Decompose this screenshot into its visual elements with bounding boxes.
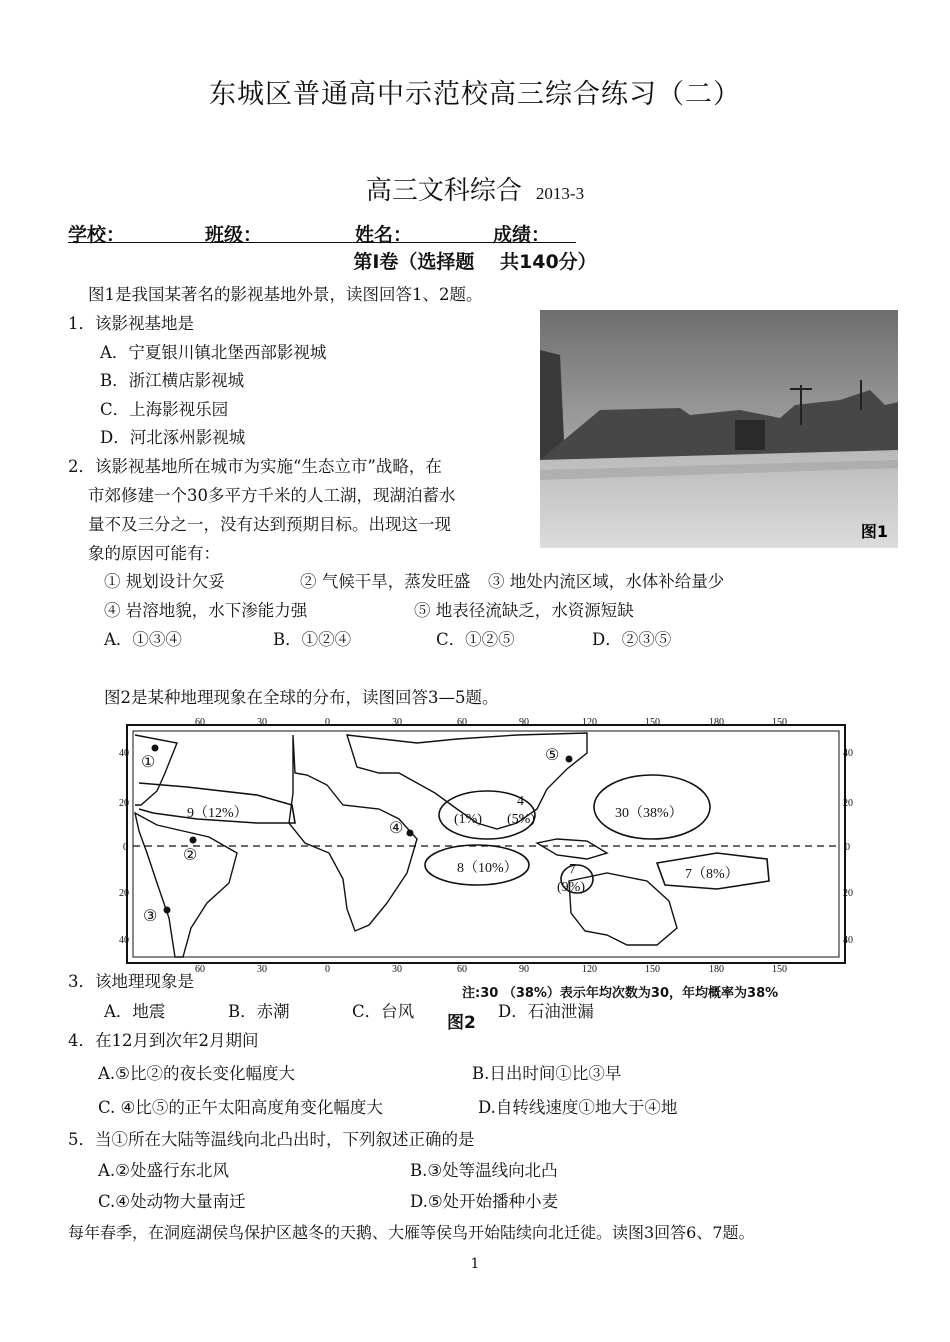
page-number: 1 [470, 1256, 480, 1272]
zone-label: (9%) [557, 880, 585, 895]
tick-bottom: 30 [392, 964, 402, 975]
school-label: 学校： [68, 224, 126, 246]
australia-outline [569, 873, 677, 945]
intro-figure3: 每年春季，在洞庭湖侯鸟保护区越冬的天鹅、大雁等侯鸟开始陆续向北迁徙。读图3回答6、7题。 [68, 1223, 755, 1242]
score-label: 成绩： [493, 224, 551, 246]
tick-bottom: 60 [195, 964, 205, 975]
marker-label-2: ② [183, 847, 198, 864]
tick-top: 0 [325, 717, 330, 728]
q3-stem: 3．该地理现象是 [68, 972, 194, 991]
tick-bottom: 150 [645, 964, 660, 975]
q2-option-a: A．①③④ [104, 630, 182, 649]
tick-left: 0 [123, 842, 128, 853]
south-america-outline [135, 813, 237, 957]
q3-option-d: D．石油泄漏 [498, 1002, 594, 1021]
q5-option-b: B.③处等温线向北凸 [410, 1161, 558, 1180]
q2-stem-line3: 量不及三分之一，没有达到预期目标。出现这一现 [88, 515, 451, 534]
zone-label: (5%) [507, 812, 535, 827]
q2-reason-4: ④ 岩溶地貌，水下渗能力强 [104, 601, 308, 620]
q2-option-d: D．②③⑤ [592, 630, 672, 649]
marker-label-5: ⑤ [545, 747, 560, 764]
zone-label: 30（38%） [615, 806, 683, 821]
zone-label: 8（10%） [457, 861, 518, 876]
class-label: 班级： [205, 224, 263, 246]
q1-option-d: D．河北涿州影视城 [100, 428, 246, 447]
figure2-map [117, 713, 857, 975]
tick-top: 150 [645, 717, 660, 728]
tick-top: 60 [195, 717, 205, 728]
tick-bottom: 180 [709, 964, 724, 975]
q2-stem-line2: 市郊修建一个30多平方千米的人工湖，现湖泊蓄水 [88, 486, 456, 505]
exam-date: 2013-3 [535, 184, 585, 203]
q5-option-c: C.④处动物大量南迁 [98, 1192, 246, 1211]
name-label: 姓名： [355, 224, 413, 246]
q1-option-b: B．浙江横店影视城 [100, 371, 245, 390]
zone-label: 4 [517, 794, 524, 809]
zone-outlines [139, 775, 769, 893]
page-title: 东城区普通高中示范校高三综合练习（二） [209, 79, 741, 110]
q2-stem-line1: 2．该影视基地所在城市为实施“生态立市”战略，在 [68, 457, 442, 476]
tick-bottom: 60 [457, 964, 467, 975]
zone-label: 9（12%） [187, 806, 248, 821]
q2-reason-2: ② 气候干旱，蒸发旺盛 [300, 572, 471, 591]
subject-title: 高三文科综合 [365, 176, 522, 206]
marker-label-3: ③ [143, 908, 158, 925]
tick-top: 30 [257, 717, 267, 728]
q3-option-c: C．台风 [352, 1002, 415, 1021]
zone-label: 7 [569, 862, 576, 877]
q2-reason-1: ① 规划设计欠妥 [104, 572, 225, 591]
zone-label: 7（8%） [685, 867, 739, 882]
q4-option-b: B.日出时间①比③早 [472, 1064, 622, 1083]
zone-label: (1%) [454, 812, 482, 827]
q3-option-b: B．赤潮 [228, 1002, 290, 1021]
tick-left: 20 [119, 798, 129, 809]
tick-left: 20 [119, 888, 129, 899]
tick-top: 150 [772, 717, 787, 728]
q4-stem: 4．在12月到次年2月期间 [68, 1031, 259, 1050]
marker-label-4: ④ [389, 820, 404, 837]
intro-figure1: 图1是我国某著名的影视基地外景，读图回答1、2题。 [88, 285, 483, 304]
q5-stem: 5．当①所在大陆等温线向北凸出时，下列叙述正确的是 [68, 1130, 475, 1149]
map-bottom-ticks [195, 964, 787, 975]
tick-left: 40 [119, 935, 129, 946]
section-title: 第Ⅰ卷（选择题 共140分） [353, 251, 597, 273]
figure2-label: 图2 [447, 1013, 476, 1033]
tick-top: 180 [709, 717, 724, 728]
tick-right: 40 [843, 935, 853, 946]
tick-top: 90 [519, 717, 529, 728]
map-top-ticks [195, 717, 787, 728]
tick-bottom: 90 [519, 964, 529, 975]
q4-option-d: D.自转线速度①地大于④地 [478, 1098, 678, 1117]
marker-dot-2 [190, 837, 197, 844]
tick-right: 40 [843, 748, 853, 759]
q5-option-d: D.⑤处开始播种小麦 [410, 1192, 559, 1211]
student-info-line [68, 220, 576, 246]
q2-reason-5: ⑤ 地表径流缺乏，水资源短缺 [414, 601, 634, 620]
tick-top: 120 [582, 717, 597, 728]
tick-top: 30 [392, 717, 402, 728]
intro-figure2: 图2是某种地理现象在全球的分布，读图回答3—5题。 [104, 688, 499, 707]
tick-bottom: 120 [582, 964, 597, 975]
q4-option-a: A.⑤比②的夜长变化幅度大 [98, 1064, 295, 1083]
q2-option-b: B．①②④ [273, 630, 352, 649]
q3-option-a: A．地震 [104, 1002, 166, 1021]
tick-left: 40 [119, 748, 129, 759]
map-note: 注:30 （38%）表示年均次数为30，年均概率为38% [462, 986, 779, 1001]
exam-subtitle [0, 170, 950, 207]
tick-bottom: 150 [772, 964, 787, 975]
tick-bottom: 30 [257, 964, 267, 975]
q4-option-c: C. ④比⑤的正午太阳高度角变化幅度大 [98, 1098, 383, 1117]
tick-bottom: 0 [325, 964, 330, 975]
map-markers [152, 745, 573, 914]
q2-reason-3: ③ 地处内流区域，水体补给量少 [488, 572, 725, 591]
marker-dot-4 [407, 830, 414, 837]
figure1-photo [540, 310, 898, 548]
tick-right: 20 [843, 888, 853, 899]
q1-option-a: A．宁夏银川镇北堡西部影视城 [100, 343, 327, 362]
marker-dot-3 [164, 907, 171, 914]
q2-stem-line4: 象的原因可能有： [88, 544, 220, 563]
marker-dot-5 [566, 756, 573, 763]
tick-top: 60 [457, 717, 467, 728]
tick-right: 20 [843, 798, 853, 809]
indonesia-outline [537, 839, 607, 859]
marker-label-1: ① [141, 754, 156, 771]
marker-dot-1 [152, 745, 159, 752]
q1-stem: 1．该影视基地是 [68, 314, 194, 333]
figure1-label: 图1 [860, 522, 888, 541]
continent-outlines [135, 733, 677, 957]
q2-option-c: C．①②⑤ [436, 630, 515, 649]
tick-right: 0 [845, 842, 850, 853]
q1-option-c: C．上海影视乐园 [100, 400, 229, 419]
q5-option-a: A.②处盛行东北风 [98, 1161, 229, 1180]
